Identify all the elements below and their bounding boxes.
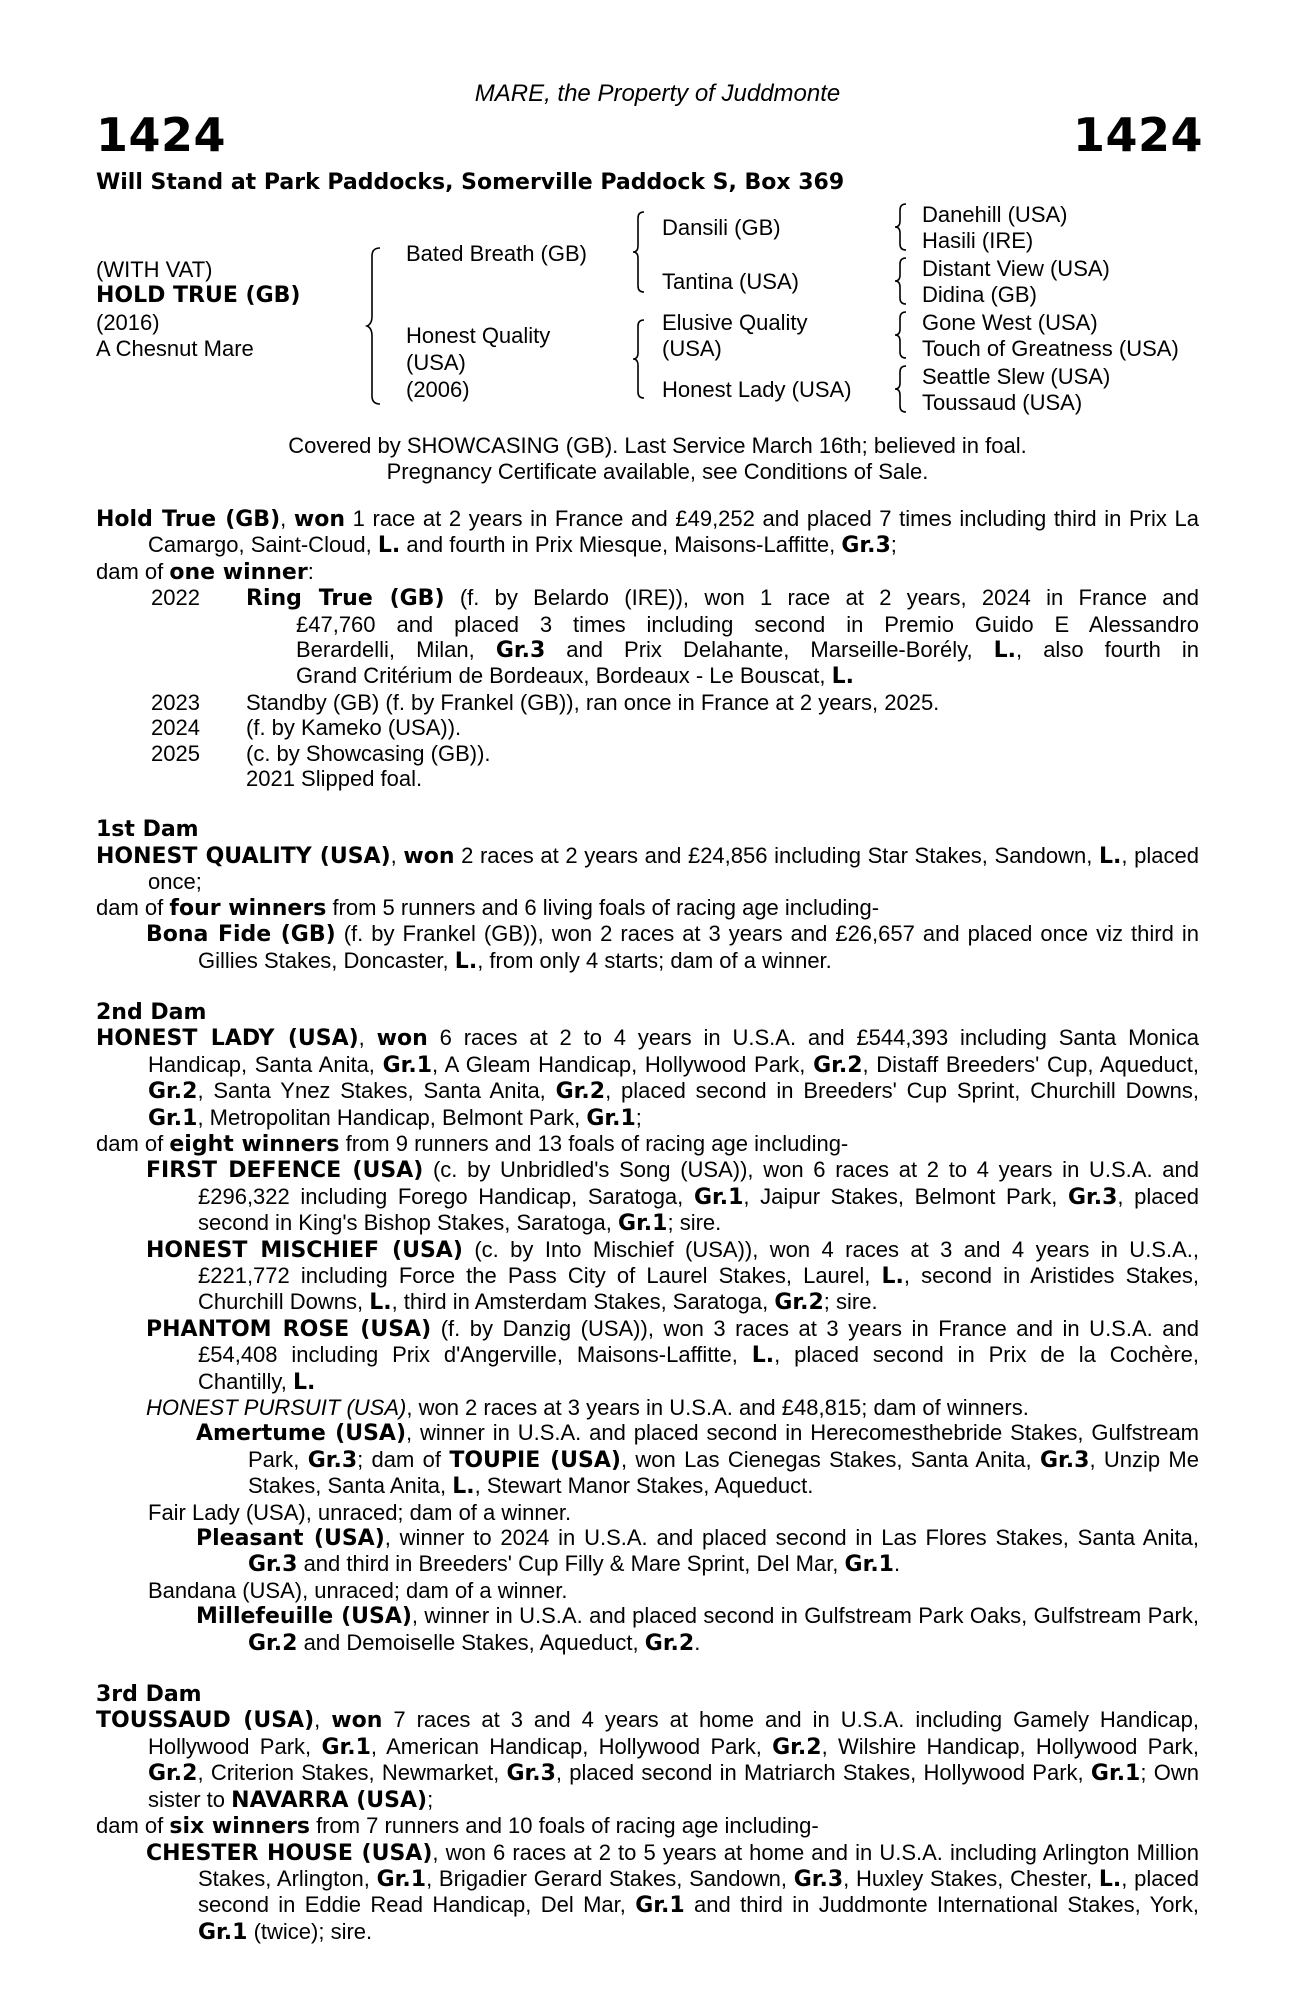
progeny-first-defence: FIRST DEFENCE (USA) (c. by Unbridled's Song (USA)), won 6 races at 2 to 4 years in U.S.A. and £296,322 including Forego Handicap, Saratoga, Gr.1, Jaipur Stakes, Belmont Park, Gr.3, placed second in King's Bishop Stakes, Saratoga, Gr.1; sire.	[146, 1157, 1199, 1237]
horse-name: HOLD TRUE (GB)	[96, 283, 301, 308]
progeny-phantom-rose: PHANTOM ROSE (USA) (f. by Danzig (USA)), won 3 races at 3 years in France and in U.S.A. and £54,408 including Prix d'Angerville, Maisons-Laffitte, L., placed second in Prix de la Cochère, Chantilly, L.	[146, 1315, 1200, 1395]
pedigree-ss-dam: Hasili (IRE)	[922, 228, 1034, 253]
progeny-honest-mischief: HONEST MISCHIEF (USA) (c. by Into Mischief (USA)), won 4 races at 3 and 4 years in U.S.A., £221,772 including Force the Pass City of Laurel Stakes, Laurel, L., second in Aristides Stakes, Churchill Downs, L., third in Amsterdam Stakes, Saratoga, Gr.2; sire.	[146, 1236, 1200, 1316]
catalogue-title: MARE, the Property of Juddmonte	[474, 80, 841, 107]
stand-location: Will Stand at Park Paddocks, Somerville Paddock S, Box 369	[96, 170, 845, 195]
third-dam-record: TOUSSAUD (USA), won 7 races at 3 and 4 years at home and in U.S.A. including Gamely Handicap, Hollywood Park, Gr.1, American Handicap, Hollywood Park, Gr.2, Wilshire Handicap, Hollywood Park, Gr.2, Criterion Stakes, Newmarket, Gr.3, placed second in Matriarch Stakes, Hollywood Park, Gr.1; Own sister to NAVARRA (USA);	[96, 1707, 1199, 1813]
progeny-fair-lady: Fair Lady (USA), unraced; dam of a winner.	[148, 1499, 572, 1525]
pedigree-bracket-dam	[632, 318, 652, 400]
pedigree-dam-sire-line1: Elusive Quality	[662, 310, 808, 335]
first-dam-dam-of: dam of four winners from 5 runners and 6 living foals of racing age including-	[96, 894, 880, 921]
pedigree-sd-dam: Didina (GB)	[922, 282, 1037, 307]
pedigree-dam-dam: Honest Lady (USA)	[662, 377, 852, 402]
pedigree-dam-sire-line2: (USA)	[662, 336, 722, 361]
progeny-chester-house: CHESTER HOUSE (USA), won 6 races at 2 to 5 years at home and in U.S.A. including Arlington Million Stakes, Arlington, Gr.1, Brigadier Gerard Stakes, Sandown, Gr.3, Huxley Stakes, Chester, L., placed second in Eddie Read Handicap, Del Mar, Gr.1 and third in Juddmonte International Stakes, York, Gr.1 (twice); sire.	[146, 1839, 1199, 1945]
pedigree-ds-sire: Gone West (USA)	[922, 310, 1098, 335]
pedigree-sire: Bated Breath (GB)	[406, 241, 587, 266]
lot-number-left: 1424	[96, 108, 227, 162]
covered-line-1: Covered by SHOWCASING (GB). Last Service March 16th; believed in foal.	[288, 433, 1027, 458]
pedigree-bracket-ds	[894, 310, 912, 360]
third-dam-heading: 3rd Dam	[96, 1682, 202, 1708]
pedigree-bracket-ss	[894, 202, 912, 252]
pedigree-dd-dam: Toussaud (USA)	[922, 390, 1083, 415]
pedigree-sire-dam: Tantina (USA)	[662, 269, 799, 294]
third-dam-dam-of: dam of six winners from 7 runners and 10 foals of racing age including-	[96, 1813, 819, 1840]
lot-number-right: 1424	[1072, 108, 1203, 162]
second-dam-record: HONEST LADY (USA), won 6 races at 2 to 4 years in U.S.A. and £544,393 including Santa Monica Handicap, Santa Anita, Gr.1, A Gleam Handicap, Hollywood Park, Gr.2, Distaff Breeders' Cup, Aqueduct, Gr.2, Santa Ynez Stakes, Santa Anita, Gr.2, placed second in Breeders' Cup Sprint, Churchill Downs, Gr.1, Metropolitan Handicap, Belmont Park, Gr.1;	[96, 1025, 1199, 1131]
pedigree-sire-sire: Dansili (GB)	[662, 215, 781, 240]
second-dam-dam-of: dam of eight winners from 9 runners and 13 foals of racing age including-	[96, 1130, 849, 1157]
horse-year: (2016)	[96, 310, 160, 335]
pedigree-dd-sire: Seattle Slew (USA)	[922, 364, 1111, 389]
pedigree-bracket-main	[366, 246, 386, 406]
first-dam-heading: 1st Dam	[96, 817, 199, 843]
progeny-amertume: Amertume (USA), winner in U.S.A. and placed second in Herecomesthebride Stakes, Gulfstream Park, Gr.3; dam of TOUPIE (USA), won Las Cienegas Stakes, Santa Anita, Gr.3, Unzip Me Stakes, Santa Anita, L., Stewart Manor Stakes, Aqueduct.	[196, 1420, 1200, 1500]
mare-dam-of: dam of one winner:	[96, 558, 314, 585]
first-dam-record: HONEST QUALITY (USA), won 2 races at 2 years and £24,856 including Star Stakes, Sandown, L., placed once;	[96, 842, 1199, 895]
pedigree-ss-sire: Danehill (USA)	[922, 202, 1068, 227]
produce-row: 2022 Ring True (GB) (f. by Belardo (IRE)), won 1 race at 2 years, 2024 in France and £47,760 and placed 3 times including second in Premio Guido E Alessandro Berardelli, Milan, Gr.3 and Prix Delahante, Marseille-Borély, L., also fourth in Grand Critérium de Bordeaux, Bordeaux - Le Bouscat, L.	[151, 585, 1200, 690]
pedigree-bracket-dd	[894, 364, 912, 414]
pedigree-bracket-sire	[632, 210, 652, 294]
pedigree-bracket-sd	[894, 256, 912, 306]
progeny-pleasant: Pleasant (USA), winner to 2024 in U.S.A. and placed second in Las Flores Stakes, Santa Anita, Gr.3 and third in Breeders' Cup Filly & Mare Sprint, Del Mar, Gr.1.	[196, 1525, 1199, 1578]
pedigree-ds-dam: Touch of Greatness (USA)	[922, 336, 1179, 361]
mare-record: Hold True (GB), won 1 race at 2 years in France and £49,252 and placed 7 times including third in Prix La Camargo, Saint-Cloud, L. and fourth in Prix Miesque, Maisons-Laffitte, Gr.3;	[96, 506, 1199, 559]
progeny-honest-pursuit: HONEST PURSUIT (USA), won 2 races at 3 years in U.S.A. and £48,815; dam of winners.	[146, 1395, 1029, 1420]
progeny-millefeuille: Millefeuille (USA), winner in U.S.A. and placed second in Gulfstream Park Oaks, Gulfstream Park, Gr.2 and Demoiselle Stakes, Aqueduct, Gr.2.	[196, 1603, 1199, 1656]
pedigree-dam-line2: (USA)	[406, 350, 466, 375]
progeny-bandana: Bandana (USA), unraced; dam of a winner.	[148, 1577, 568, 1603]
horse-description: A Chesnut Mare	[96, 336, 254, 361]
catalogue-body	[96, 506, 1199, 1945]
slipped-row: 2021 Slipped foal.	[246, 766, 423, 792]
pedigree-dam-line1: Honest Quality	[406, 323, 551, 348]
vat-label: (WITH VAT)	[96, 257, 213, 282]
pedigree-dam-line3: (2006)	[406, 377, 470, 402]
first-dam-progeny: Bona Fide (GB) (f. by Frankel (GB)), won 2 races at 3 years and £26,657 and placed once viz third in Gillies Stakes, Doncaster, L., from only 4 starts; dam of a winner.	[146, 921, 1199, 974]
produce-row: 2023 Standby (GB) (f. by Frankel (GB)), ran once in France at 2 years, 2025.	[151, 689, 940, 715]
second-dam-heading: 2nd Dam	[96, 999, 207, 1025]
pedigree-sd-sire: Distant View (USA)	[922, 256, 1110, 281]
produce-row: 2024 (f. by Kameko (USA)).	[151, 715, 462, 741]
produce-row: 2025 (c. by Showcasing (GB)).	[151, 740, 491, 766]
covered-line-2: Pregnancy Certificate available, see Conditions of Sale.	[386, 459, 929, 484]
